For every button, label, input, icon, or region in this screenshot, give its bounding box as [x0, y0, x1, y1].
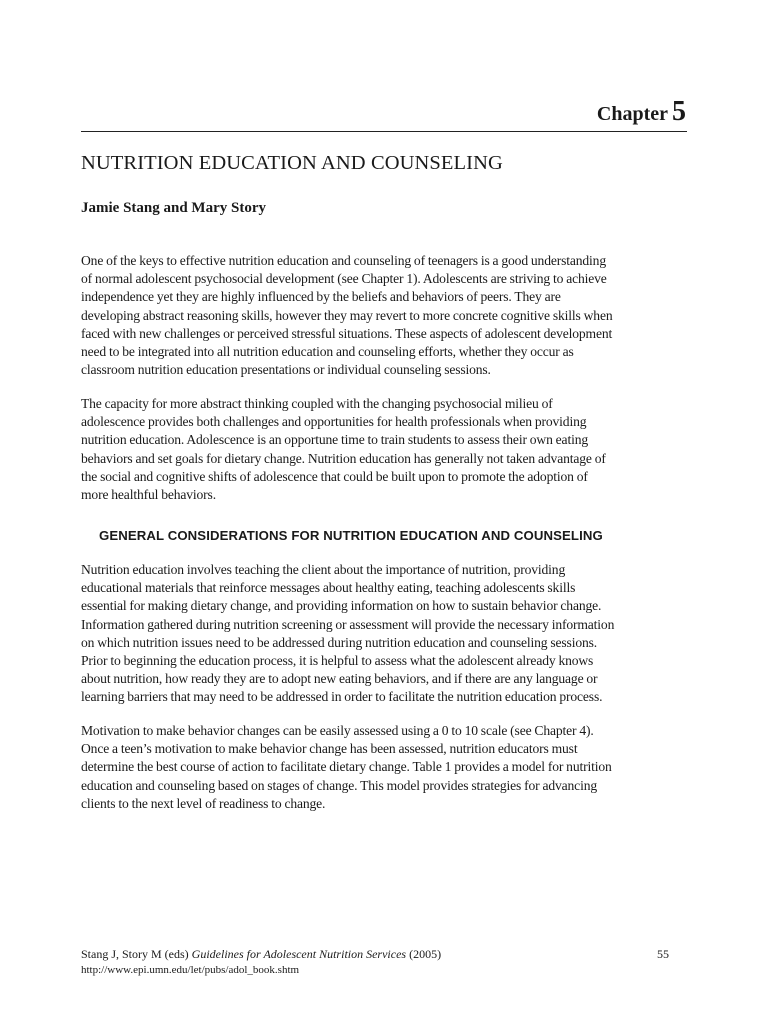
citation-year: (2005): [406, 947, 442, 961]
paragraph-line: clients to the next level of readiness to change.: [81, 795, 326, 811]
paragraph-line: faced with new challenges or perceived stressful situations. These aspects of adolescent development: [81, 325, 613, 341]
chapter-authors: Jamie Stang and Mary Story: [81, 200, 266, 216]
paragraph-line: essential for making dietary change, and providing information on how to sustain behavior change.: [81, 598, 602, 614]
paragraph-line: the social and cognitive shifts of adolescence that could be built upon to promote the adoption of: [81, 468, 588, 484]
paragraph-line: about nutrition, how ready they are to adopt new eating behaviors, and if there are any language or: [81, 671, 598, 687]
paragraph-line: adolescence provides both challenges and opportunities for health professionals when providing: [81, 414, 587, 430]
chapter-title: NUTRITION EDUCATION AND COUNSELING: [81, 152, 503, 174]
paragraph-line: nutrition education. Adolescence is an opportune time to train students to assess their own eating: [81, 432, 588, 448]
section-heading: GENERAL CONSIDERATIONS FOR NUTRITION EDUCATION AND COUNSELING: [99, 528, 603, 543]
paragraph-line: classroom nutrition education presentations or individual counseling sessions.: [81, 362, 491, 378]
paragraph-4: [81, 722, 696, 813]
paragraph-line: learning barriers that may need to be addressed in order to facilitate the nutrition education process.: [81, 689, 603, 705]
paragraph-3: [81, 561, 696, 707]
paragraph-line: educational materials that reinforce messages about healthy eating, teaching adolescents skills: [81, 580, 576, 596]
paragraph-line: independence yet they are highly influenced by the beliefs and behaviors of peers. They are: [81, 289, 561, 305]
header-rule: [81, 131, 687, 132]
paragraph-line: education and counseling based on stages of change. This model provides strategies for advancing: [81, 777, 597, 793]
paragraph-line: The capacity for more abstract thinking coupled with the changing psychosocial milieu of: [81, 396, 553, 411]
paragraph-line: of normal adolescent psychosocial development (see Chapter 1). Adolescents are striving to achieve: [81, 271, 607, 287]
citation-title: Guidelines for Adolescent Nutrition Services: [191, 947, 407, 961]
paragraph-line: behaviors and set goals for dietary change. Nutrition education has generally not taken advantage of: [81, 450, 606, 466]
chapter-heading: [597, 98, 686, 128]
paragraph-line: Once a teen’s motivation to make behavior change has been assessed, nutrition educators must: [81, 741, 578, 757]
paragraph-line: determine the best course of action to facilitate dietary change. Table 1 provides a model for nutrition: [81, 759, 612, 775]
paragraph-line: Nutrition education involves teaching the client about the importance of nutrition, providing: [81, 562, 566, 577]
paragraph-line: on which nutrition issues need to be addressed during nutrition education and counseling sessions.: [81, 634, 597, 650]
paragraph-line: Motivation to make behavior changes can be easily assessed using a 0 to 10 scale (see Chapter 4).: [81, 723, 594, 738]
footer-citation: [81, 947, 441, 961]
chapter-word: Chapter: [596, 103, 668, 125]
paragraph-line: Information gathered during nutrition screening or assessment will provide the necessary information: [81, 616, 615, 632]
page-number: 55: [657, 947, 669, 961]
citation-authors: Stang J, Story M (eds): [81, 947, 192, 961]
paragraph-line: developing abstract reasoning skills, however they may revert to more concrete cognitive skills when: [81, 307, 613, 323]
paragraph-line: more healthful behaviors.: [81, 487, 216, 503]
chapter-number: 5: [672, 96, 686, 127]
paragraph-1: [81, 252, 696, 379]
footer-url[interactable]: http://www.epi.umn.edu/let/pubs/adol_book.shtm: [81, 964, 300, 976]
paragraph-line: Prior to beginning the education process, it is helpful to assess what the adolescent already knows: [81, 653, 594, 669]
paragraph-line: need to be integrated into all nutrition education and counseling efforts, whether they occur as: [81, 344, 574, 360]
paragraph-2: [81, 395, 696, 504]
page-footer: [81, 946, 673, 978]
paragraph-line: One of the keys to effective nutrition education and counseling of teenagers is a good understanding: [81, 253, 606, 268]
